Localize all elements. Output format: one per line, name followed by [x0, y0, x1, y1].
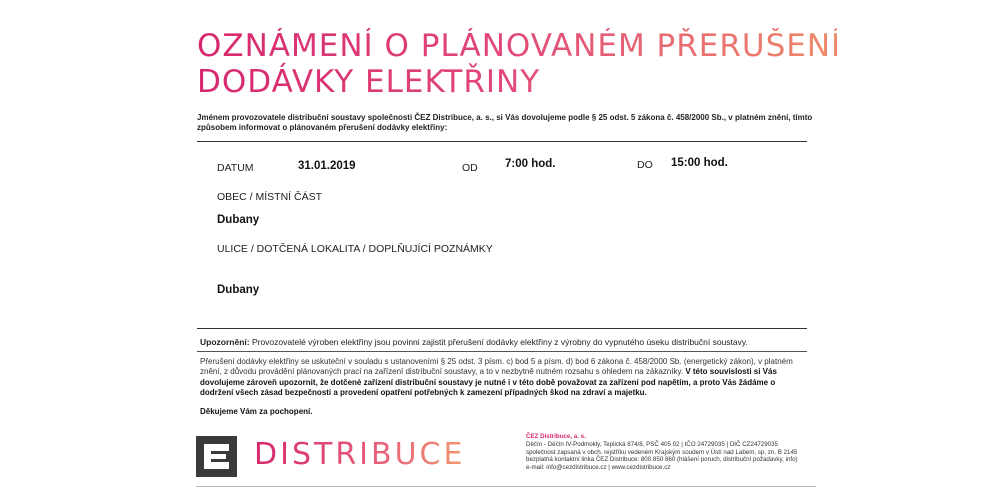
- do-label: DO: [637, 159, 653, 171]
- legal-normal: Přerušení dodávky elektřiny se uskuteční v souladu s ustanoveními § 25 odst. 3 písm. c) bod 5 a písm. d) bod 6 zákona č. 458/2000 Sb. (energetický zákon), v platném znění, z důvodu provádění plánovaných prací na zařízení distribuční soustavy, a to v nezbytně nutném rozsahu s ohledem na zákazníky.: [200, 357, 793, 377]
- middle-divider: [197, 328, 807, 329]
- obec-value: Dubany: [217, 214, 260, 226]
- top-divider: [197, 141, 807, 142]
- company-line-3: bezplatná kontaktní linka ČEZ Distribuce: 800 850 860 (hlášení poruch, distribuční požadavky, info): [526, 456, 798, 464]
- company-info: [526, 433, 816, 472]
- company-line-1: Děčín - Děčín IV-Podmokly, Teplická 874/8, PSČ 405 02 | IČO 24729035 | DIČ CZ24729035: [526, 440, 778, 448]
- do-value: 15:00 hod.: [671, 157, 728, 169]
- ulice-value: Dubany: [217, 284, 260, 296]
- od-value: 7:00 hod.: [505, 158, 556, 170]
- od-label: OD: [462, 162, 478, 174]
- legal-text: [200, 357, 810, 398]
- intro-text: Jménem provozovatele distribuční soustavy společnosti ČEZ Distribuce, a. s., si Vás dovolujeme podle § 25 odst. 5 zákona č. 458/2000 Sb., v platném znění, tímto způsobem informovat o plánovaném přerušení dodávky elektřiny:: [197, 113, 813, 132]
- title-line-2: DODÁVKY ELEKTŘINY: [197, 64, 541, 100]
- legal-bold: V této souvislosti si Vás dovolujeme zároveň upozornit, že dotčené zařízení distribuční soustavy je nutné i v této době považovat za zařízení pod napětím, a proto Vás žádáme o dodržení všech zásad bezpečnosti a provedení opatření potřebných k zamezení případných škod na zdraví a majetku.: [200, 367, 777, 397]
- company-line-2: společnost zapsaná v obch. rejstříku vedeném Krajským soudem v Ústí nad Labem, sp. zn. B 2145: [526, 448, 798, 456]
- notice-title: [197, 28, 842, 100]
- cez-logo-icon: [196, 436, 237, 477]
- obec-label: OBEC / MÍSTNÍ ČÁST: [217, 191, 323, 203]
- warning-text: Provozovatelé výroben elektřiny jsou povinni zajistit přerušení dodávky elektřiny z výrobny do vypnutého úseku distribuční soustavy.: [249, 337, 748, 347]
- warning-note: [200, 337, 810, 347]
- title-line-1: OZNÁMENÍ O PLÁNOVANÉM PŘERUŠENÍ: [197, 28, 842, 64]
- legal-divider: [197, 351, 807, 352]
- company-line-4: e-mail: info@cezdistribuce.cz | www.cezdistribuce.cz: [526, 464, 671, 472]
- thanks-text: Děkujeme Vám za pochopení.: [200, 407, 313, 416]
- brand-name: DISTRIBUCE: [254, 437, 466, 472]
- company-name: ČEZ Distribuce, a. s.: [526, 433, 586, 440]
- footer-divider: [196, 486, 816, 487]
- datum-label: DATUM: [217, 162, 254, 174]
- ulice-label: ULICE / DOTČENÁ LOKALITA / DOPLŇUJÍCÍ POZNÁMKY: [217, 243, 493, 255]
- warning-label: Upozornění:: [200, 337, 250, 347]
- datum-value: 31.01.2019: [298, 160, 356, 172]
